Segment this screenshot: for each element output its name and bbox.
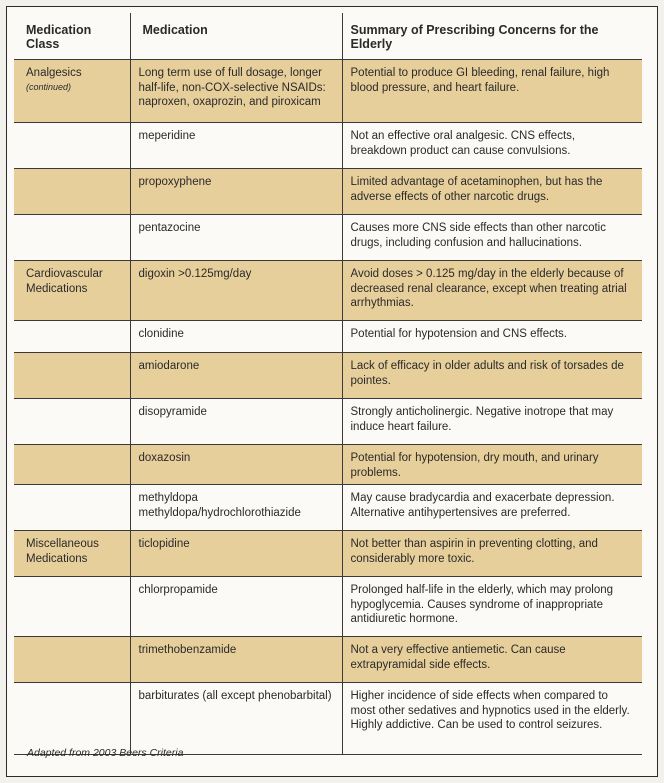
class-cell — [14, 683, 130, 755]
class-cell — [14, 399, 130, 445]
summary-cell: Strongly anticholinergic. Negative inotrope that may induce heart failure. — [342, 399, 642, 445]
medication-cell: doxazosin — [130, 445, 342, 485]
table-row — [14, 60, 642, 123]
header-medication: Medication — [130, 13, 342, 60]
header-medication-class: Medication Class — [14, 13, 130, 60]
summary-cell: Potential for hypotension and CNS effects. — [342, 321, 642, 353]
summary-cell: Avoid doses > 0.125 mg/day in the elderly because of decreased renal clearance, except when treating atrial arrhythmias. — [342, 261, 642, 321]
table-header-row — [14, 13, 642, 60]
table-row — [14, 353, 642, 399]
medication-cell: digoxin >0.125mg/day — [130, 261, 342, 321]
medication-cell: amiodarone — [130, 353, 342, 399]
summary-cell: Limited advantage of acetaminophen, but has the adverse effects of other narcotic drugs. — [342, 169, 642, 215]
medication-cell: chlorpropamide — [130, 577, 342, 637]
medication-cell: trimethobenzamide — [130, 637, 342, 683]
summary-cell: Not an effective oral analgesic. CNS effects, breakdown product can cause convulsions. — [342, 123, 642, 169]
medication-cell: ticlopidine — [130, 531, 342, 577]
summary-cell: May cause bradycardia and exacerbate depression. Alternative antihypertensives are preferred. — [342, 485, 642, 531]
class-name: Analgesics — [26, 67, 82, 79]
medication-cell: pentazocine — [130, 215, 342, 261]
medication-cell: meperidine — [130, 123, 342, 169]
class-cell — [14, 60, 130, 123]
class-cell: Cardiovascular Medications — [14, 261, 130, 321]
class-subtitle: (continued) — [26, 81, 72, 92]
medication-cell: methyldopa methyldopa/hydrochlorothiazide — [130, 485, 342, 531]
beers-criteria-table-page — [6, 6, 658, 777]
source-footnote: Adapted from 2003 Beers Criteria — [27, 747, 184, 759]
table-row — [14, 321, 642, 353]
class-cell — [14, 485, 130, 531]
summary-cell: Lack of efficacy in older adults and risk of torsades de pointes. — [342, 353, 642, 399]
table-row — [14, 445, 642, 485]
table-row — [14, 123, 642, 169]
summary-cell: Potential for hypotension, dry mouth, and urinary problems. — [342, 445, 642, 485]
table-row — [14, 531, 642, 577]
table-row — [14, 637, 642, 683]
table-row — [14, 399, 642, 445]
summary-cell: Not better than aspirin in preventing clotting, and considerably more toxic. — [342, 531, 642, 577]
medication-cell: barbiturates (all except phenobarbital) — [130, 683, 342, 755]
table-row — [14, 485, 642, 531]
table-row — [14, 577, 642, 637]
summary-cell: Not a very effective antiemetic. Can cause extrapyramidal side effects. — [342, 637, 642, 683]
medication-cell: Long term use of full dosage, longer half-life, non-COX-selective NSAIDs: naproxen, oxaprozin, and piroxicam — [130, 60, 342, 123]
table-row — [14, 169, 642, 215]
class-cell — [14, 321, 130, 353]
summary-cell: Higher incidence of side effects when compared to most other sedatives and hypnotics used in the elderly. Highly addictive. Can be used to control seizures. — [342, 683, 642, 755]
class-cell: Miscellaneous Medications — [14, 531, 130, 577]
class-cell — [14, 169, 130, 215]
class-cell — [14, 577, 130, 637]
summary-cell: Potential to produce GI bleeding, renal failure, high blood pressure, and heart failure. — [342, 60, 642, 123]
medication-cell: clonidine — [130, 321, 342, 353]
medication-cell: disopyramide — [130, 399, 342, 445]
class-cell — [14, 123, 130, 169]
table-row — [14, 683, 642, 755]
table-row — [14, 215, 642, 261]
class-cell — [14, 445, 130, 485]
summary-cell: Causes more CNS side effects than other narcotic drugs, including confusion and hallucinations. — [342, 215, 642, 261]
table-row — [14, 261, 642, 321]
class-cell — [14, 353, 130, 399]
class-cell — [14, 637, 130, 683]
summary-cell: Prolonged half-life in the elderly, which may prolong hypoglycemia. Causes syndrome of inappropriate antidiuretic hormone. — [342, 577, 642, 637]
class-cell — [14, 215, 130, 261]
medication-cell: propoxyphene — [130, 169, 342, 215]
header-summary: Summary of Prescribing Concerns for the Elderly — [342, 13, 642, 60]
medication-table — [14, 13, 642, 755]
